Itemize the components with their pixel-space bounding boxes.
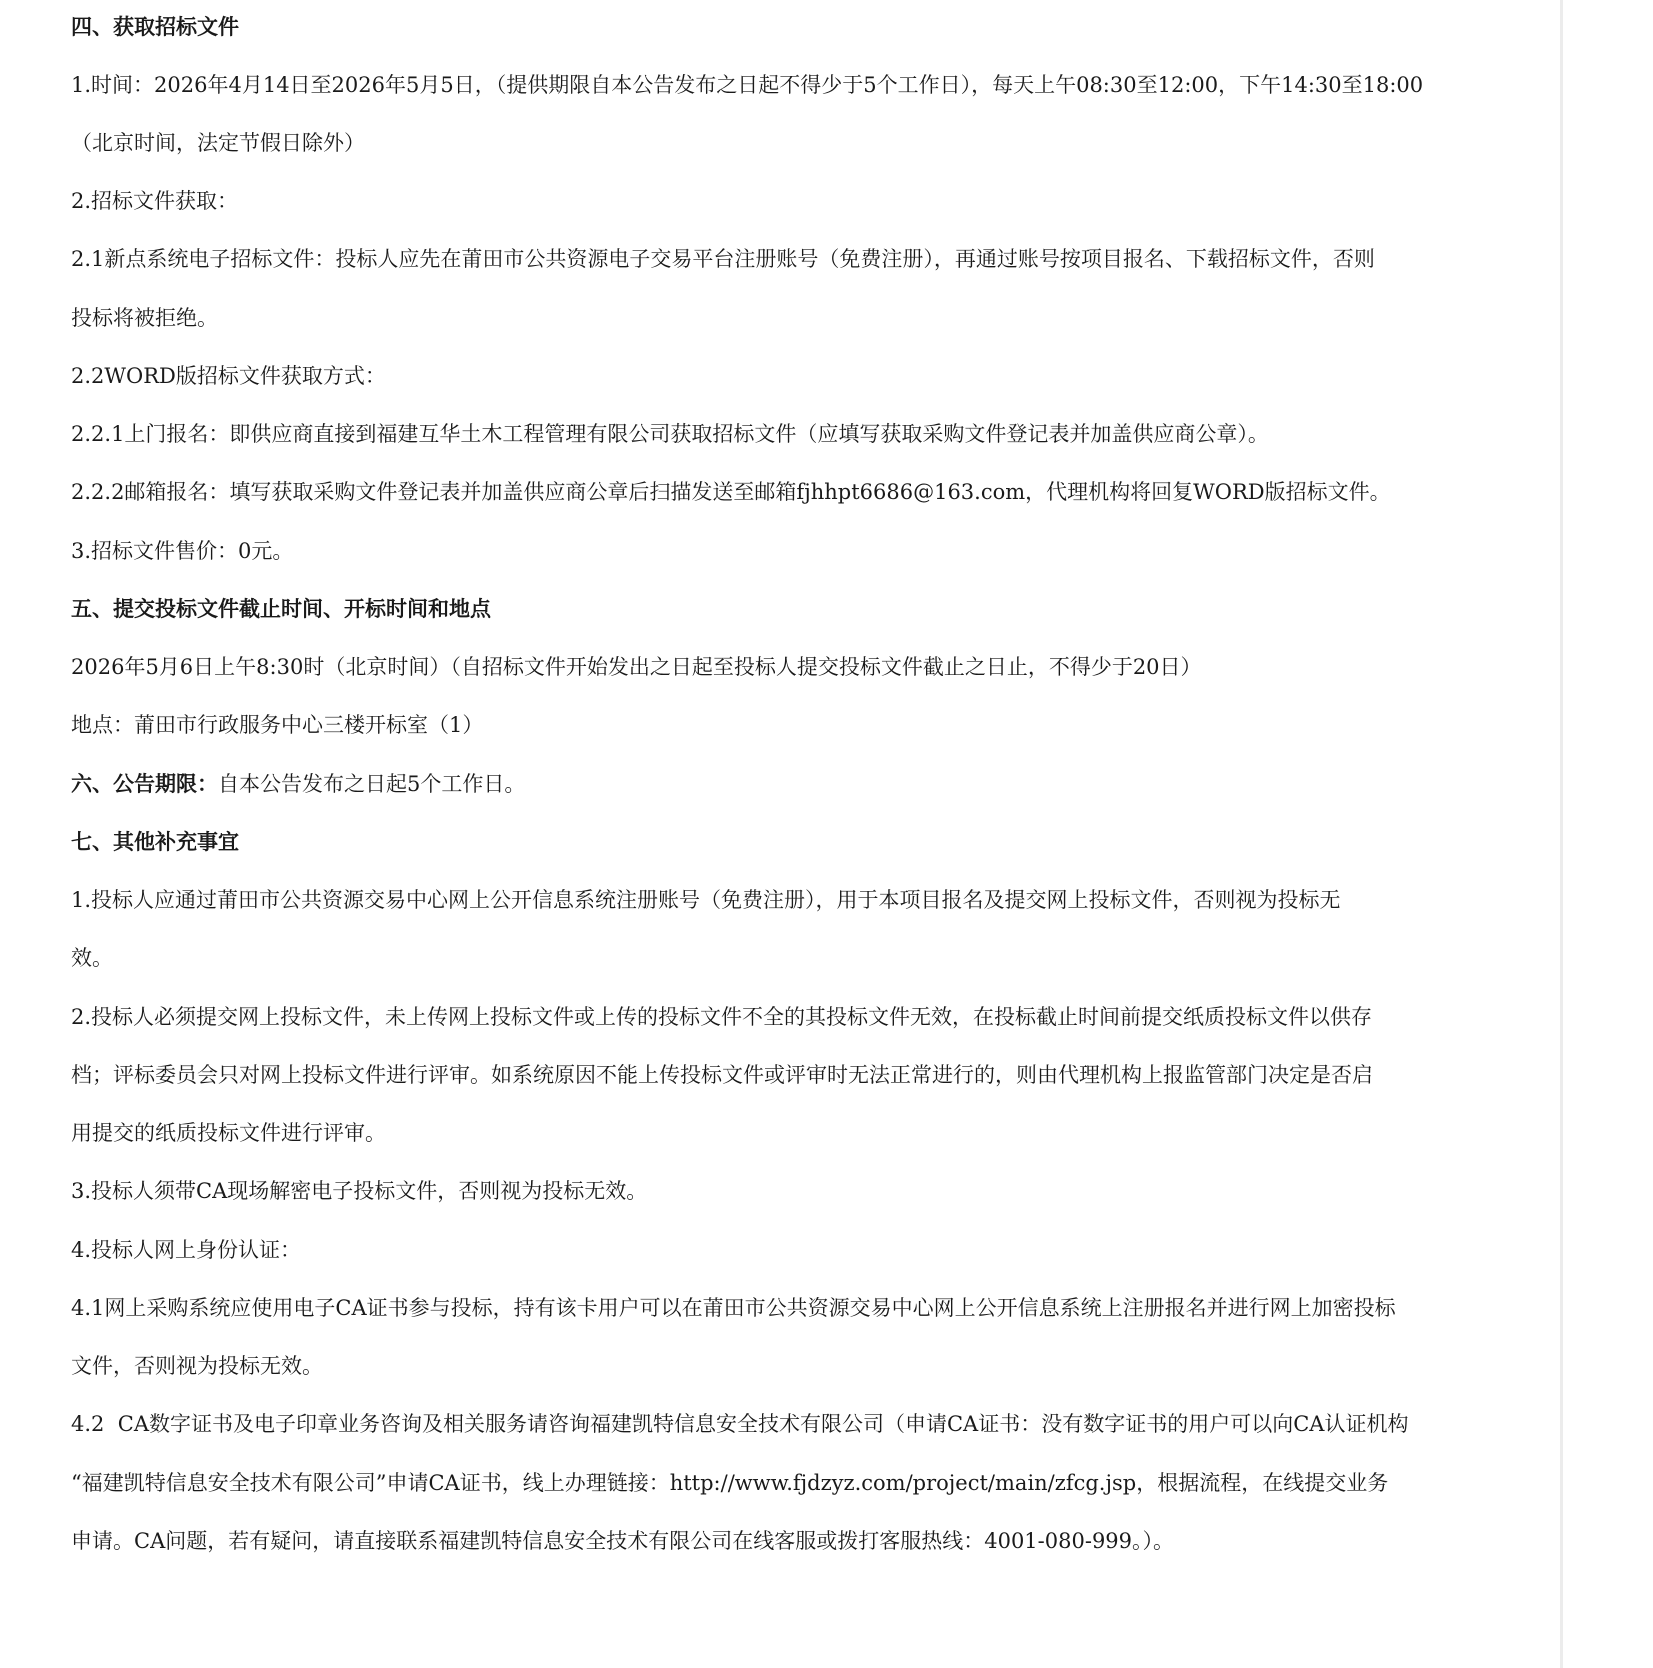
xindian-electronic-line-1: 2.1新点系统电子招标文件：投标人应先在莆田市公共资源电子交易平台注册账号（免费注册），再通过账号按项目报名、下载招标文件，否则 bbox=[71, 247, 1375, 271]
section-6-row bbox=[71, 754, 525, 814]
bid-deadline: 2026年5月6日上午8:30时（北京时间）（自招标文件开始发出之日起至投标人提交投标文件截止之日止，不得少于20日） bbox=[71, 655, 1202, 679]
supplement-item-4-1-line-1: 4.1网上采购系统应使用电子CA证书参与投标，持有该卡用户可以在莆田市公共资源交易中心网上公开信息系统上注册报名并进行网上加密投标 bbox=[71, 1296, 1396, 1320]
supplement-item-1-line-2: 效。 bbox=[71, 946, 113, 970]
section-5-heading: 五、提交投标文件截止时间、开标时间和地点 bbox=[71, 596, 491, 621]
document-price: 3.招标文件售价：0元。 bbox=[71, 539, 294, 563]
email-registration: 2.2.2邮箱报名：填写获取采购文件登记表并加盖供应商公章后扫描发送至邮箱fjhhpt6686@163.com，代理机构将回复WORD版招标文件。 bbox=[71, 480, 1391, 504]
section-4-heading: 四、获取招标文件 bbox=[71, 14, 239, 39]
supplement-item-4-1-line-2: 文件，否则视为投标无效。 bbox=[71, 1354, 323, 1378]
supplement-item-2-line-1: 2.投标人必须提交网上投标文件，未上传网上投标文件或上传的投标文件不全的其投标文件无效，在投标截止时间前提交纸质投标文件以供存 bbox=[71, 1005, 1373, 1029]
onsite-registration: 2.2.1上门报名：即供应商直接到福建互华土木工程管理有限公司获取招标文件（应填写获取采购文件登记表并加盖供应商公章）。 bbox=[71, 422, 1269, 446]
scrollbar-track-edge bbox=[1560, 0, 1563, 1668]
word-version-method: 2.2WORD版招标文件获取方式： bbox=[71, 364, 386, 388]
announcement-period: 自本公告发布之日起5个工作日。 bbox=[218, 772, 526, 796]
bid-opening-location: 地点：莆田市行政服务中心三楼开标室（1） bbox=[71, 713, 484, 737]
supplement-item-4-2-line-3: 申请。CA问题，若有疑问，请直接联系福建凯特信息安全技术有限公司在线客服或拨打客服热线：4001-080-999。）。 bbox=[71, 1529, 1175, 1553]
supplement-item-1-line-1: 1.投标人应通过莆田市公共资源交易中心网上公开信息系统注册账号（免费注册），用于本项目报名及提交网上投标文件，否则视为投标无 bbox=[71, 888, 1341, 912]
obtain-time-line-2: （北京时间，法定节假日除外） bbox=[71, 131, 365, 155]
supplement-item-4-2-line-1: 4.2 CA数字证书及电子印章业务咨询及相关服务请咨询福建凯特信息安全技术有限公司（申请CA证书：没有数字证书的用户可以向CA认证机构 bbox=[71, 1412, 1409, 1436]
section-7-heading: 七、其他补充事宜 bbox=[71, 829, 239, 854]
supplement-item-2-line-3: 用提交的纸质投标文件进行评审。 bbox=[71, 1121, 386, 1145]
supplement-item-2-line-2: 档；评标委员会只对网上投标文件进行评审。如系统原因不能上传投标文件或评审时无法正常进行的，则由代理机构上报监管部门决定是否启 bbox=[71, 1063, 1373, 1087]
xindian-electronic-line-2: 投标将被拒绝。 bbox=[71, 306, 218, 330]
page-scrollbar[interactable] bbox=[1560, 0, 1653, 1668]
supplement-item-3: 3.投标人须带CA现场解密电子投标文件，否则视为投标无效。 bbox=[71, 1179, 648, 1203]
supplement-item-4-2-line-2: “福建凯特信息安全技术有限公司”申请CA证书，线上办理链接：http://www.fjdzyz.com/project/main/zfcg.jsp，根据流程，在线提交业务 bbox=[71, 1471, 1389, 1495]
obtain-method-label: 2.招标文件获取： bbox=[71, 189, 239, 213]
supplement-item-4: 4.投标人网上身份认证： bbox=[71, 1238, 302, 1262]
obtain-time-line-1: 1.时间：2026年4月14日至2026年5月5日，（提供期限自本公告发布之日起不得少于5个工作日），每天上午08:30至12:00，下午14:30至18:00 bbox=[71, 73, 1424, 97]
section-6-heading: 六、公告期限： bbox=[71, 771, 218, 796]
